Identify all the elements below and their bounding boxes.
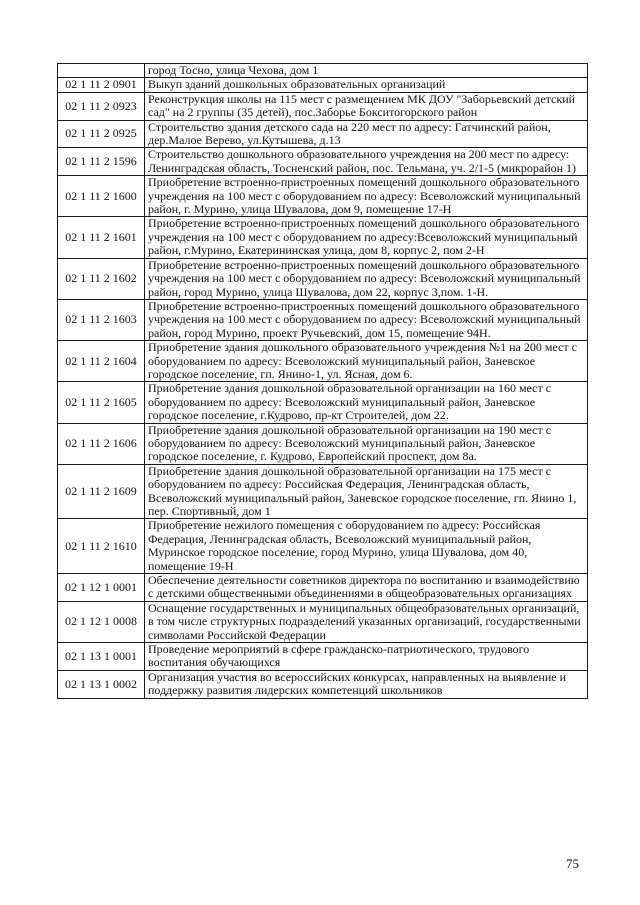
row-description: Проведение мероприятий в сфере гражданско-патриотического, трудового воспитания обучающихся: [145, 643, 588, 671]
page-number: 75: [566, 856, 579, 871]
row-description: Реконструкция школы на 115 мест с размещением МК ДОУ "Заборьевский детский сад" на 2 группы (35 детей), пос.Заборье Бокситогорского район: [145, 92, 588, 120]
row-code: 02 1 11 2 1603: [58, 299, 145, 340]
row-description: Приобретение здания дошкольной образовательной организации на 175 мест с оборудованием по адресу: Российская Федерация, Ленинградская область, Всеволожский муниципальный район, Заневское городское поселение, гп. Янино 1, пер. Спортивный, дом 1: [145, 464, 588, 519]
table-row: [58, 64, 588, 78]
row-code: 02 1 11 2 0923: [58, 92, 145, 120]
budget-codes-table: [57, 63, 588, 699]
table-row: [58, 120, 588, 148]
row-code: 02 1 11 2 1610: [58, 519, 145, 574]
row-description: Обеспечение деятельности советников директора по воспитанию и взаимодействию с детскими общественными объединениями в общеобразовательных организациях: [145, 574, 588, 602]
row-description: город Тосно, улица Чехова, дом 1: [145, 64, 588, 78]
table-row: [58, 299, 588, 340]
row-code: 02 1 11 2 1602: [58, 258, 145, 299]
table-row: [58, 423, 588, 464]
table-row: [58, 217, 588, 258]
row-description: Приобретение здания дошкольной образовательной организации на 190 мест с оборудованием по адресу: Всеволожский муниципальный район, Заневское городское поселение, г. Кудрово, Европейский проспект, дом 8а.: [145, 423, 588, 464]
table-row: [58, 382, 588, 423]
row-code: 02 1 11 2 1604: [58, 341, 145, 382]
row-code: 02 1 11 2 1609: [58, 464, 145, 519]
table-row: [58, 670, 588, 698]
row-description: Строительство здания детского сада на 220 мест по адресу: Гатчинский район, дер.Малое Верево, ул.Кутышева, д.13: [145, 120, 588, 148]
row-code: [58, 64, 145, 78]
document-page: [57, 63, 587, 699]
row-description: Выкуп зданий дошкольных образовательных организаций: [145, 78, 588, 92]
table-row: [58, 78, 588, 92]
row-description: Приобретение нежилого помещения с оборудованием по адресу: Российская Федерация, Ленинградская область, Всеволожский муниципальный район, Муринское городское поселение, город Мурино, улица Шувалова, дом 40, помещение 19-Н: [145, 519, 588, 574]
row-code: 02 1 12 1 0008: [58, 601, 145, 642]
table-row: [58, 601, 588, 642]
table-row: [58, 574, 588, 602]
row-description: Приобретение встроенно-пристроенных помещений дошкольного образовательного учреждения на 100 мест с оборудованием по адресу: Всеволожский муниципальный район, г. Мурино, улица Шувалова, дом 9, помещение 17-Н: [145, 176, 588, 217]
table-row: [58, 341, 588, 382]
row-code: 02 1 11 2 1605: [58, 382, 145, 423]
table-row: [58, 176, 588, 217]
row-code: 02 1 11 2 1600: [58, 176, 145, 217]
row-description: Приобретение встроенно-пристроенных помещений дошкольного образовательного учреждения на 100 мест с оборудованием по адресу: Всеволожский муниципальный район, город Мурино, проект Ручьевский, дом 15, помещение 94Н.: [145, 299, 588, 340]
row-description: Приобретение здания дошкольной образовательной организации на 160 мест с оборудованием по адресу: Всеволожский муниципальный район, Заневское городское поселение, г.Кудрово, пр-кт Строителей, дом 22.: [145, 382, 588, 423]
row-description: Оснащение государственных и муниципальных общеобразовательных организаций, в том числе структурных подразделений указанных организаций, государственными символами Российской Федерации: [145, 601, 588, 642]
row-code: 02 1 11 2 1596: [58, 148, 145, 176]
row-description: Приобретение встроенно-пристроенных помещений дошкольного образовательного учреждения на 100 мест с оборудованием по адресу: Всеволожский муниципальный район, город Мурино, улица Шувалова, дом 22, корпус 3,пом. 1-Н.: [145, 258, 588, 299]
table-row: [58, 519, 588, 574]
row-code: 02 1 12 1 0001: [58, 574, 145, 602]
table-row: [58, 464, 588, 519]
row-code: 02 1 11 2 0925: [58, 120, 145, 148]
row-code: 02 1 13 1 0002: [58, 670, 145, 698]
row-description: Приобретение здания дошкольного образовательного учреждения №1 на 200 мест с оборудованием по адресу: Всеволожский муниципальный район, Заневское городское поселение, гп. Янино-1, ул. Ясная, дом 6.: [145, 341, 588, 382]
table-row: [58, 92, 588, 120]
table-row: [58, 148, 588, 176]
table-row: [58, 643, 588, 671]
row-code: 02 1 11 2 1606: [58, 423, 145, 464]
row-description: Строительство дошкольного образовательного учреждения на 200 мест по адресу: Ленинградская область, Тосненский район, пос. Тельмана, уч. 2/1-5 (микрорайон 1): [145, 148, 588, 176]
row-code: 02 1 11 2 0901: [58, 78, 145, 92]
row-description: Организация участия во всероссийских конкурсах, направленных на выявление и поддержку развития лидерских компетенций школьников: [145, 670, 588, 698]
row-code: 02 1 13 1 0001: [58, 643, 145, 671]
row-code: 02 1 11 2 1601: [58, 217, 145, 258]
table-row: [58, 258, 588, 299]
row-description: Приобретение встроенно-пристроенных помещений дошкольного образовательного учреждения на 100 мест с оборудованием по адресу:Всеволожский муниципальный район, г.Мурино, Екатерининская улица, дом 8, корпус 2, пом 2-Н: [145, 217, 588, 258]
